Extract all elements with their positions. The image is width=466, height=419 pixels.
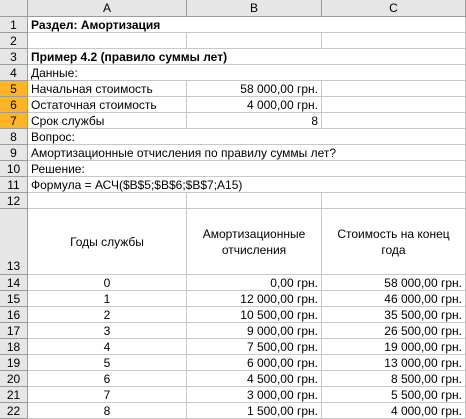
- cell-c15[interactable]: 46 000,00 грн.: [322, 291, 466, 307]
- cell-b17[interactable]: 9 000,00 грн.: [187, 323, 322, 339]
- row-header-2[interactable]: 2: [0, 33, 28, 49]
- row-header-5[interactable]: 5: [0, 81, 28, 97]
- cell-a7[interactable]: Срок службы: [28, 113, 187, 129]
- cell-c7[interactable]: [322, 113, 466, 129]
- cell-a12[interactable]: [28, 193, 187, 209]
- row-header-19[interactable]: 19: [0, 355, 28, 371]
- row-header-8[interactable]: 8: [0, 129, 28, 145]
- cell-c22[interactable]: 4 000,00 грн.: [322, 403, 466, 419]
- cell-c19[interactable]: 13 000,00 грн.: [322, 355, 466, 371]
- cell-a18[interactable]: 4: [28, 339, 187, 355]
- cell-a6[interactable]: Остаточная стоимость: [28, 97, 187, 113]
- cell-b2[interactable]: [187, 33, 322, 49]
- cell-b7[interactable]: 8: [187, 113, 322, 129]
- cell-b18[interactable]: 7 500,00 грн.: [187, 339, 322, 355]
- cell-c21[interactable]: 5 500,00 грн.: [322, 387, 466, 403]
- cell-a20[interactable]: 6: [28, 371, 187, 387]
- cell-b5[interactable]: 58 000,00 грн.: [187, 81, 322, 97]
- cell-a2[interactable]: [28, 33, 187, 49]
- cell-c17[interactable]: 26 500,00 грн.: [322, 323, 466, 339]
- cell-a9[interactable]: Амортизационные отчисления по правилу суммы лет?: [28, 145, 466, 161]
- cell-a11[interactable]: Формула = АСЧ($B$5;$B$6;$B$7;A15): [28, 177, 466, 193]
- cell-b12[interactable]: [187, 193, 322, 209]
- row-header-18[interactable]: 18: [0, 339, 28, 355]
- cell-a3[interactable]: Пример 4.2 (правило суммы лет): [28, 49, 466, 65]
- column-header-c[interactable]: C: [322, 0, 466, 17]
- row-header-21[interactable]: 21: [0, 387, 28, 403]
- row-header-9[interactable]: 9: [0, 145, 28, 161]
- cell-b16[interactable]: 10 500,00 грн.: [187, 307, 322, 323]
- cell-a21[interactable]: 7: [28, 387, 187, 403]
- cell-a16[interactable]: 2: [28, 307, 187, 323]
- cell-c5[interactable]: [322, 81, 466, 97]
- cell-c20[interactable]: 8 500,00 грн.: [322, 371, 466, 387]
- row-header-4[interactable]: 4: [0, 65, 28, 81]
- cell-b19[interactable]: 6 000,00 грн.: [187, 355, 322, 371]
- cell-b13[interactable]: Амортизационные отчисления: [187, 209, 322, 275]
- select-all-corner[interactable]: [0, 0, 28, 17]
- cell-b22[interactable]: 1 500,00 грн.: [187, 403, 322, 419]
- row-header-22[interactable]: 22: [0, 403, 28, 419]
- row-header-16[interactable]: 16: [0, 307, 28, 323]
- row-header-11[interactable]: 11: [0, 177, 28, 193]
- row-header-20[interactable]: 20: [0, 371, 28, 387]
- row-header-1[interactable]: 1: [0, 17, 28, 33]
- cell-c16[interactable]: 35 500,00 грн.: [322, 307, 466, 323]
- cell-a1[interactable]: Раздел: Амортизация: [28, 17, 466, 33]
- cell-c14[interactable]: 58 000,00 грн.: [322, 275, 466, 291]
- cell-c12[interactable]: [322, 193, 466, 209]
- cell-b20[interactable]: 4 500,00 грн.: [187, 371, 322, 387]
- cell-a14[interactable]: 0: [28, 275, 187, 291]
- cell-c2[interactable]: [322, 33, 466, 49]
- cell-b14[interactable]: 0,00 грн.: [187, 275, 322, 291]
- cell-a15[interactable]: 1: [28, 291, 187, 307]
- row-header-7[interactable]: 7: [0, 113, 28, 129]
- cell-b21[interactable]: 3 000,00 грн.: [187, 387, 322, 403]
- cell-a8[interactable]: Вопрос:: [28, 129, 466, 145]
- column-header-b[interactable]: B: [187, 0, 322, 17]
- cell-c13[interactable]: Стоимость на конец года: [322, 209, 466, 275]
- row-header-3[interactable]: 3: [0, 49, 28, 65]
- cell-b15[interactable]: 12 000,00 грн.: [187, 291, 322, 307]
- cell-c6[interactable]: [322, 97, 466, 113]
- row-header-15[interactable]: 15: [0, 291, 28, 307]
- row-header-6[interactable]: 6: [0, 97, 28, 113]
- row-header-13[interactable]: 13: [0, 209, 28, 275]
- cell-c18[interactable]: 19 000,00 грн.: [322, 339, 466, 355]
- cell-a22[interactable]: 8: [28, 403, 187, 419]
- column-header-a[interactable]: A: [28, 0, 187, 17]
- cell-b6[interactable]: 4 000,00 грн.: [187, 97, 322, 113]
- cell-a10[interactable]: Решение:: [28, 161, 466, 177]
- cell-a4[interactable]: Данные:: [28, 65, 466, 81]
- row-header-17[interactable]: 17: [0, 323, 28, 339]
- row-header-12[interactable]: 12: [0, 193, 28, 209]
- cell-a13[interactable]: Годы службы: [28, 209, 187, 275]
- row-header-14[interactable]: 14: [0, 275, 28, 291]
- cell-a5[interactable]: Начальная стоимость: [28, 81, 187, 97]
- cell-a19[interactable]: 5: [28, 355, 187, 371]
- cell-a17[interactable]: 3: [28, 323, 187, 339]
- row-header-10[interactable]: 10: [0, 161, 28, 177]
